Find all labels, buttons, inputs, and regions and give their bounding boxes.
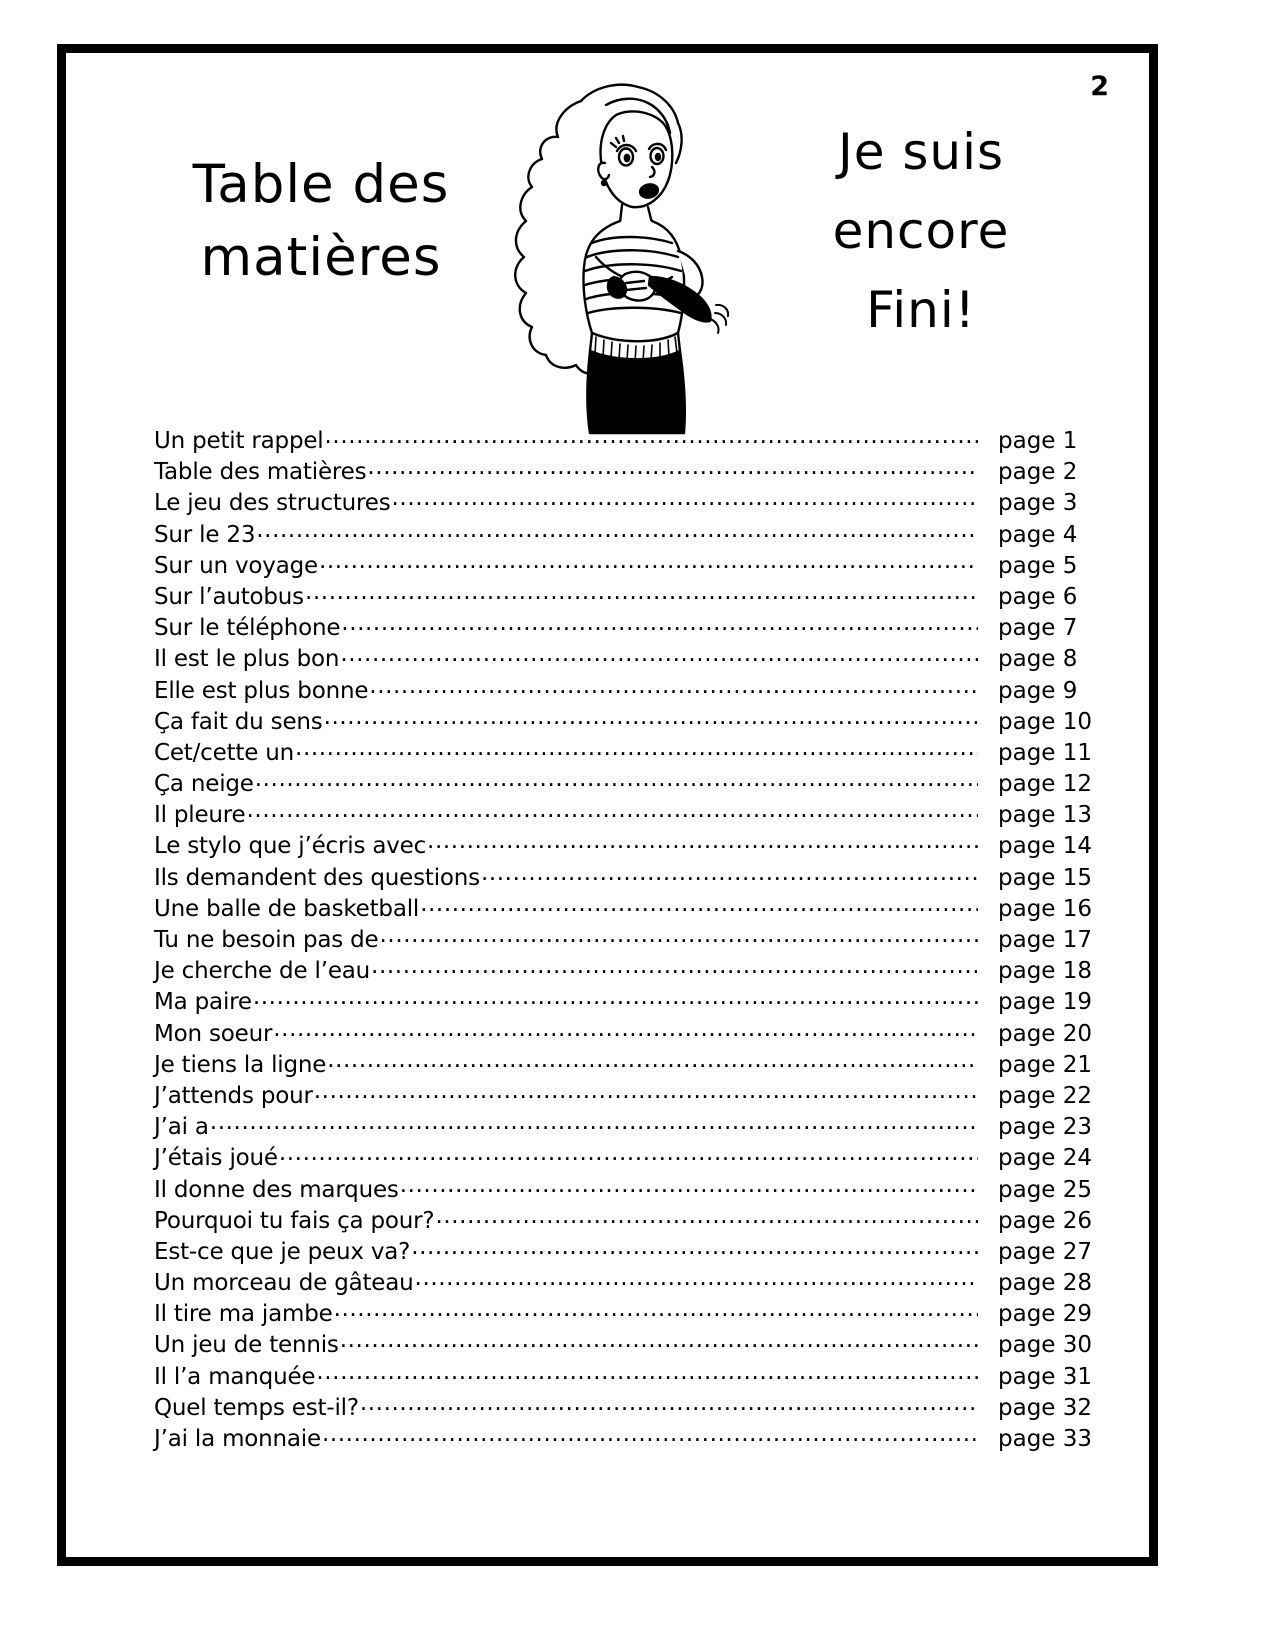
toc-dot-leader <box>273 1021 978 1041</box>
toc-entry-title: Ma paire <box>154 989 252 1016</box>
toc-entry[interactable] <box>154 802 1094 833</box>
toc-entry[interactable] <box>154 989 1094 1020</box>
toc-dot-leader <box>325 428 978 448</box>
toc-entry[interactable] <box>154 1208 1094 1239</box>
page-title-line-2: matières <box>200 227 442 289</box>
toc-dot-leader <box>279 1145 978 1165</box>
toc-dot-leader <box>210 1114 978 1134</box>
heading-right-line-1: Je suis <box>837 123 1005 181</box>
toc-entry-page: page 10 <box>998 708 1093 735</box>
toc-entry-page: page 7 <box>998 615 1078 642</box>
toc-entry[interactable] <box>154 1395 1094 1426</box>
toc-entry-page: page 23 <box>998 1114 1093 1141</box>
toc-dot-leader <box>255 771 978 791</box>
toc-entry-title: Sur un voyage <box>154 552 318 579</box>
toc-entry-page: page 3 <box>998 490 1078 517</box>
toc-entry[interactable] <box>154 1332 1094 1363</box>
toc-entry-page: page 18 <box>998 958 1093 985</box>
toc-entry-page: page 2 <box>998 459 1078 486</box>
toc-dot-leader <box>360 1395 978 1415</box>
toc-entry[interactable] <box>154 1114 1094 1145</box>
toc-entry-title: Le stylo que j’écris avec <box>154 833 427 860</box>
toc-entry[interactable] <box>154 865 1094 896</box>
toc-dot-leader <box>316 1364 978 1384</box>
toc-dot-leader <box>324 709 978 729</box>
toc-entry-page: page 19 <box>998 989 1093 1016</box>
toc-entry[interactable] <box>154 678 1094 709</box>
toc-dot-leader <box>369 678 978 698</box>
toc-entry-title: Sur le téléphone <box>154 615 341 642</box>
toc-entry-page: page 15 <box>998 864 1093 891</box>
toc-entry-title: Il l’a manquée <box>154 1363 316 1390</box>
toc-entry[interactable] <box>154 771 1094 802</box>
toc-entry[interactable] <box>154 1021 1094 1052</box>
toc-entry-title: Elle est plus bonne <box>154 677 369 704</box>
toc-entry[interactable] <box>154 1301 1094 1332</box>
toc-entry-title: Je cherche de l’eau <box>154 958 371 985</box>
toc-entry[interactable] <box>154 740 1094 771</box>
toc-entry-title: J’ai a <box>154 1114 209 1141</box>
toc-entry-title: Table des matières <box>154 459 367 486</box>
toc-entry-title: Un jeu de tennis <box>154 1332 339 1359</box>
heading-right-line-2: encore <box>832 202 1010 260</box>
toc-entry-page: page 27 <box>998 1238 1093 1265</box>
toc-dot-leader <box>253 989 978 1009</box>
toc-entry-title: Tu ne besoin pas de <box>154 927 379 953</box>
toc-dot-leader <box>247 802 978 822</box>
toc-entry-page: page 8 <box>998 646 1078 673</box>
toc-entry[interactable] <box>154 833 1094 864</box>
toc-entry-page: page 24 <box>998 1145 1093 1172</box>
toc-dot-leader <box>481 865 978 885</box>
toc-entry-title: Ça fait du sens <box>154 708 323 735</box>
toc-entry-page: page 4 <box>998 521 1078 548</box>
toc-entry[interactable] <box>154 709 1094 740</box>
toc-entry[interactable] <box>154 646 1094 677</box>
table-of-contents-list <box>154 428 1094 1457</box>
toc-entry[interactable] <box>154 522 1094 553</box>
toc-entry-page: page 31 <box>998 1363 1093 1390</box>
toc-entry[interactable] <box>154 615 1094 646</box>
toc-entry-title: Il donne des marques <box>154 1176 399 1203</box>
toc-entry-page: page 5 <box>998 552 1078 579</box>
toc-entry-title: J’ai la monnaie <box>154 1426 321 1452</box>
page-title-table-des-matieres <box>141 148 501 294</box>
heading-right-line-3: Fini! <box>866 281 976 339</box>
toc-entry-page: page 11 <box>998 739 1093 766</box>
toc-entry-page: page 25 <box>998 1176 1093 1203</box>
toc-entry-page: page 28 <box>998 1270 1093 1297</box>
toc-dot-leader <box>427 833 978 853</box>
page-number: 2 <box>1090 71 1109 102</box>
toc-entry[interactable] <box>154 1177 1094 1208</box>
toc-entry-page: page 13 <box>998 802 1093 829</box>
toc-entry-page: page 29 <box>998 1301 1093 1328</box>
toc-entry-title: Mon soeur <box>154 1020 273 1047</box>
toc-entry[interactable] <box>154 1239 1094 1270</box>
toc-dot-leader <box>327 1052 978 1072</box>
toc-entry-page: page 30 <box>998 1332 1093 1359</box>
toc-dot-leader <box>411 1239 978 1259</box>
toc-entry-title: Pourquoi tu fais ça pour? <box>154 1207 435 1234</box>
toc-entry[interactable] <box>154 1426 1094 1457</box>
toc-entry[interactable] <box>154 958 1094 989</box>
toc-dot-leader <box>334 1301 978 1321</box>
toc-entry[interactable] <box>154 896 1094 927</box>
toc-entry-title: Quel temps est-il? <box>154 1394 359 1421</box>
toc-entry-title: Sur l’autobus <box>154 583 304 610</box>
toc-entry[interactable] <box>154 1364 1094 1395</box>
toc-dot-leader <box>400 1177 978 1197</box>
toc-entry-page: page 21 <box>998 1051 1093 1078</box>
page-border-frame <box>57 44 1158 1566</box>
toc-entry-title: Une balle de basketball <box>154 895 420 922</box>
toc-entry-title: Il est le plus bon <box>154 646 340 673</box>
toc-entry-title: Est-ce que je peux va? <box>154 1238 411 1265</box>
toc-entry-page: page 20 <box>998 1020 1093 1047</box>
toc-dot-leader <box>322 1426 978 1446</box>
toc-dot-leader <box>415 1270 978 1290</box>
toc-entry-title: J’attends pour <box>154 1082 313 1109</box>
toc-entry-title: Le jeu des structures <box>154 490 391 517</box>
toc-entry[interactable] <box>154 490 1094 521</box>
toc-entry-title: J’étais joué <box>154 1145 278 1172</box>
toc-entry-page: page 6 <box>998 583 1078 610</box>
toc-entry-title: Ça neige <box>154 771 254 798</box>
toc-entry-title: Il pleure <box>154 802 246 829</box>
cartoon-girl-illustration <box>486 71 736 446</box>
toc-entry[interactable] <box>154 428 1094 459</box>
toc-entry-title: Ils demandent des questions <box>154 864 480 891</box>
toc-entry[interactable] <box>154 927 1094 958</box>
toc-dot-leader <box>367 459 978 479</box>
toc-dot-leader <box>341 615 978 635</box>
toc-entry-title: Cet/cette un <box>154 739 295 766</box>
toc-entry[interactable] <box>154 1052 1094 1083</box>
toc-entry-page: page 33 <box>998 1426 1093 1452</box>
toc-entry-title: Un petit rappel <box>154 428 324 454</box>
toc-dot-leader <box>305 584 978 604</box>
toc-dot-leader <box>295 740 978 760</box>
toc-entry-page: page 1 <box>998 428 1078 454</box>
toc-entry[interactable] <box>154 1145 1094 1176</box>
toc-entry-title: Sur le 23 <box>154 521 256 548</box>
toc-dot-leader <box>371 958 978 978</box>
toc-dot-leader <box>380 927 978 947</box>
toc-entry-title: Un morceau de gâteau <box>154 1270 414 1297</box>
toc-entry[interactable] <box>154 1270 1094 1301</box>
toc-dot-leader <box>435 1208 978 1228</box>
toc-entry-title: Je tiens la ligne <box>154 1051 327 1078</box>
toc-dot-leader <box>319 553 978 573</box>
toc-dot-leader <box>420 896 978 916</box>
toc-entry-page: page 26 <box>998 1207 1093 1234</box>
toc-entry[interactable] <box>154 584 1094 615</box>
toc-entry-page: page 9 <box>998 677 1078 704</box>
page-heading-je-suis-encore-fini <box>756 113 1086 350</box>
toc-dot-leader <box>256 522 978 542</box>
toc-dot-leader <box>392 490 978 510</box>
toc-dot-leader <box>340 1332 978 1352</box>
toc-entry-page: page 17 <box>998 927 1093 953</box>
toc-dot-leader <box>340 646 978 666</box>
toc-entry-page: page 16 <box>998 895 1093 922</box>
toc-entry-page: page 32 <box>998 1394 1093 1421</box>
toc-entry-page: page 14 <box>998 833 1093 860</box>
toc-entry-title: Il tire ma jambe <box>154 1301 333 1328</box>
toc-entry-page: page 12 <box>998 771 1093 798</box>
toc-entry[interactable] <box>154 459 1094 490</box>
toc-entry[interactable] <box>154 553 1094 584</box>
toc-entry-page: page 22 <box>998 1082 1093 1109</box>
toc-dot-leader <box>314 1083 978 1103</box>
toc-entry[interactable] <box>154 1083 1094 1114</box>
page-title-line-1: Table des <box>192 154 450 215</box>
